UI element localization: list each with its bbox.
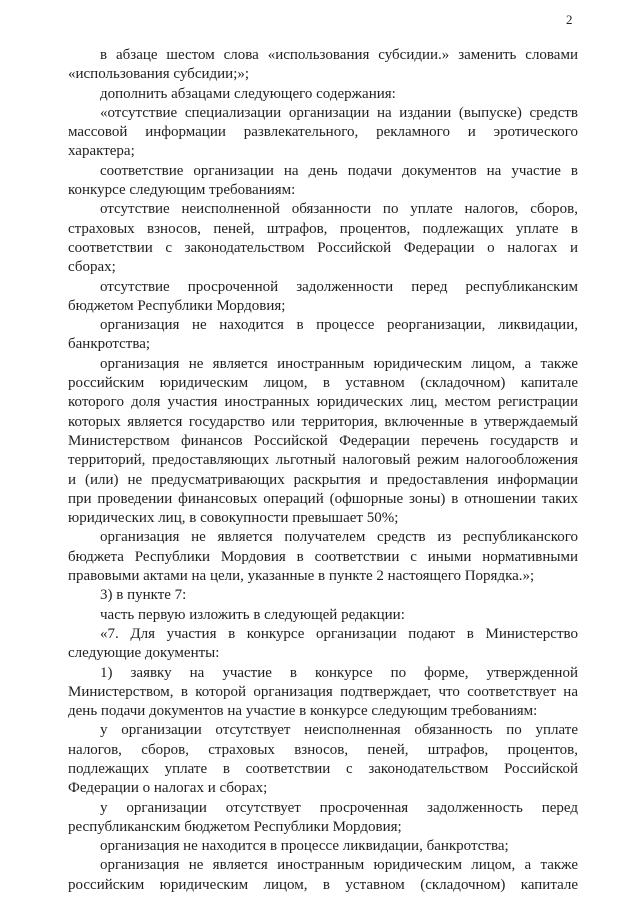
text-line: 1) заявку на участие в конкурсе по форме, утвержденной (100, 664, 578, 681)
text-line: соответствии с законодательством Российской Федерации о налогах и (68, 239, 578, 256)
text-line: страховых взносов, пеней, штрафов, процентов, подлежащих уплате в (68, 220, 578, 237)
text-line: организация не является получателем средств из республиканского (100, 529, 578, 546)
text-line: в абзаце шестом слова «использования субсидии.» заменить словами (100, 47, 578, 63)
text-line: у организации отсутствует просроченная задолженность перед (100, 799, 578, 816)
text-line: которого доля участия иностранных юридических лиц, местом регистрации (68, 394, 578, 411)
text-line: налогов, сборов, страховых взносов, пеней, штрафов, процентов, (68, 741, 578, 758)
text-line: отсутствие просроченной задолженности перед республиканским (100, 278, 578, 295)
text-line: подлежащих уплате в соответствии с законодательством Российской (68, 760, 578, 777)
text-line: следующие документы: (68, 645, 220, 662)
text-line: день подачи документов на участие в конкурсе следующим требованиям: (68, 703, 538, 720)
text-line: и (или) не предусматривающих раскрытия и предоставления информации (68, 471, 578, 488)
text-line: Федерации о налогах и сборах; (68, 780, 268, 797)
page-number: 2 (566, 12, 573, 27)
text-line: «отсутствие специализации организации на издании (выпуске) средств (100, 104, 578, 121)
text-line: организация не находится в процессе ликвидации, банкротства; (100, 838, 509, 855)
text-line: организация не является иностранным юридическим лицом, а также (100, 355, 578, 372)
text-line: банкротства; (68, 336, 151, 353)
text-line: «7. Для участия в конкурсе организации подают в Министерство (100, 625, 578, 642)
text-line: характера; (68, 143, 135, 160)
document-body (68, 46, 578, 895)
text-line: 3) в пункте 7: (100, 587, 187, 604)
text-line: республиканским бюджетом Республики Мордовия; (68, 818, 402, 835)
text-line: Министерством финансов Российской Федерации перечень государств и (68, 432, 578, 449)
text-line: у организации отсутствует неисполненная обязанность по уплате (100, 722, 578, 739)
text-line: сборах; (68, 259, 116, 276)
text-line: организация не находится в процессе реорганизации, ликвидации, (100, 317, 578, 334)
text-line: при проведении финансовых операций (офшорные зоны) в отношении таких (68, 490, 578, 507)
text-line: правовыми актами на цели, указанные в пункте 2 настоящего Порядка.»; (68, 568, 535, 585)
text-line: конкурсе следующим требованиям: (68, 182, 296, 199)
text-line: бюджетом Республики Мордовия; (68, 297, 286, 314)
text-line: дополнить абзацами следующего содержания: (100, 85, 396, 102)
text-line: часть первую изложить в следующей редакции: (100, 606, 405, 623)
text-line: юридических лиц, в совокупности превышает 50%; (68, 510, 399, 527)
text-line: бюджета Республики Мордовия в соответствии с иными нормативными (68, 548, 578, 565)
text-line: отсутствие неисполненной обязанности по уплате налогов, сборов, (100, 201, 578, 218)
text-line: «использования субсидии;»; (68, 66, 250, 83)
text-line: организация не является иностранным юридическим лицом, а также (100, 857, 578, 874)
text-line: которых является государство или территория, включенные в утверждаемый (68, 413, 578, 430)
text-line: массовой информации развлекательного, рекламного и эротического (68, 124, 578, 141)
text-line: российским юридическим лицом, в уставном (складочном) капитале (68, 876, 578, 893)
text-line: российским юридическим лицом, в уставном (складочном) капитале (68, 375, 578, 392)
text-line: территорий, предоставляющих льготный налоговый режим налогообложения (68, 452, 578, 469)
text-line: Министерством, в которой организация подтверждает, что соответствует на (68, 683, 578, 700)
text-line: соответствие организации на день подачи документов на участие в (100, 162, 578, 179)
